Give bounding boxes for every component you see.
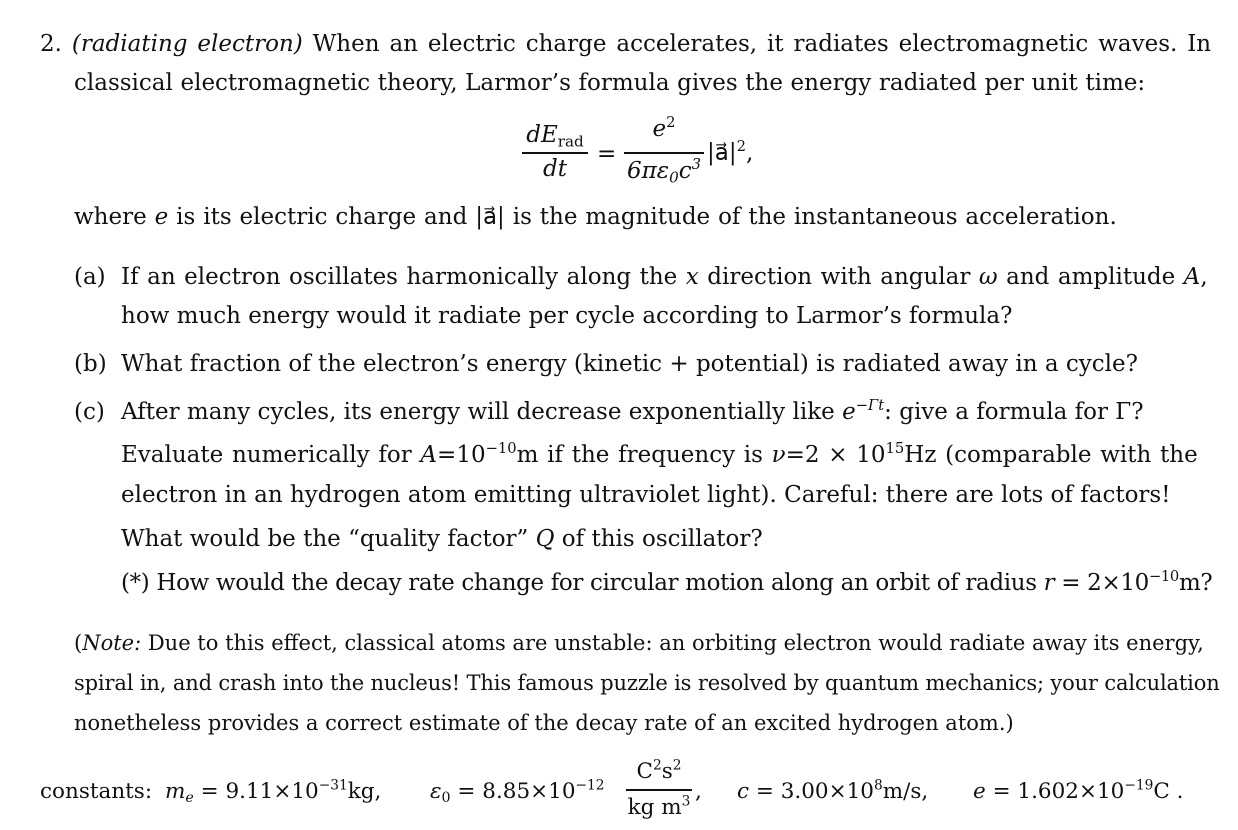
formula-lhs-numerator: $dE_{rad}$ xyxy=(526,122,584,151)
problem-intro-1: When an electric charge accelerates, it radiates electromagnetic waves. In xyxy=(312,31,1212,57)
permittivity-unit-numerator: $C^2s^2$ xyxy=(636,757,682,784)
formula-rhs-denominator: $6\pi\varepsilon_0c^3$ xyxy=(626,155,701,187)
part-c-line-2: Evaluate numerically for $A=10^{-10}m$ if the frequency is $\nu=2 \times 10^{15}Hz$ (comparable with the xyxy=(121,439,1198,468)
formula-lhs-denominator: dt xyxy=(543,156,567,182)
part-b-label: (b) xyxy=(74,351,107,377)
part-c-line-5: (*) How would the decay rate change for circular motion along an orbit of radius $r = 2\times 10^{-10}m$? xyxy=(121,567,1213,596)
problem-where-line: where e is its electric charge and |a⃗| is the magnitude of the instantaneous acceleration. xyxy=(74,204,1117,230)
problem-intro-line-1 xyxy=(40,33,1211,56)
formula-rhs-fraction-bar xyxy=(624,152,704,154)
part-a-line-2: how much energy would it radiate per cycle according to Larmor’s formula? xyxy=(121,303,1013,329)
problem-title: (radiating electron) xyxy=(71,31,303,57)
constant-electron-mass: $m_e = 9.11\times 10^{-31}kg$, xyxy=(165,777,382,806)
problem-intro-line-2: classical electromagnetic theory, Larmor’s formula gives the energy radiated per unit time: xyxy=(74,70,1146,96)
note-line-3: nonetheless provides a correct estimate of the decay rate of an excited hydrogen atom.) xyxy=(74,711,1014,735)
permittivity-comma: , xyxy=(695,779,702,804)
part-a-label: (a) xyxy=(74,264,106,290)
constant-permittivity: $\varepsilon_0 = 8.85\times 10^{-12}$ xyxy=(430,777,605,806)
note-line-2: spiral in, and crash into the nucleus! This famous puzzle is resolved by quantum mechanics; your calculation xyxy=(74,671,1220,695)
formula-equals: = xyxy=(597,141,617,167)
problem-number: 2. xyxy=(40,31,62,57)
formula-rhs-numerator: $e^2$ xyxy=(652,113,676,142)
permittivity-unit-fraction-bar xyxy=(626,789,692,791)
part-c-line-1: After many cycles, its energy will decrease exponentially like $e^{-\Gamma t}$: give a formula for Γ? xyxy=(121,396,1144,425)
part-c-label: (c) xyxy=(74,399,105,425)
constant-electron-charge: $e = 1.602\times 10^{-19}C$ . xyxy=(973,777,1184,804)
constant-speed-of-light: $c = 3.00\times 10^8m/s$, xyxy=(737,777,929,804)
part-c-line-3: electron in an hydrogen atom emitting ultraviolet light). Careful: there are lots of factors! xyxy=(121,482,1171,508)
part-a-line-1: If an electron oscillates harmonically along the x direction with angular ω and amplitude A, xyxy=(121,264,1208,290)
permittivity-unit-denominator: kg $m^3$ xyxy=(627,793,691,820)
part-b-line-1: What fraction of the electron’s energy (kinetic + potential) is radiated away in a cycle? xyxy=(121,351,1138,377)
constants-label: constants: xyxy=(40,779,153,804)
formula-lhs-fraction-bar xyxy=(522,152,588,154)
formula-acceleration-squared: $|a⃗|^2$, xyxy=(707,137,754,166)
part-c-line-4: What would be the “quality factor” Q of this oscillator? xyxy=(121,526,763,552)
note-line-1: (Note: Due to this effect, classical atoms are unstable: an orbiting electron would radiate away its energy, xyxy=(74,631,1204,655)
